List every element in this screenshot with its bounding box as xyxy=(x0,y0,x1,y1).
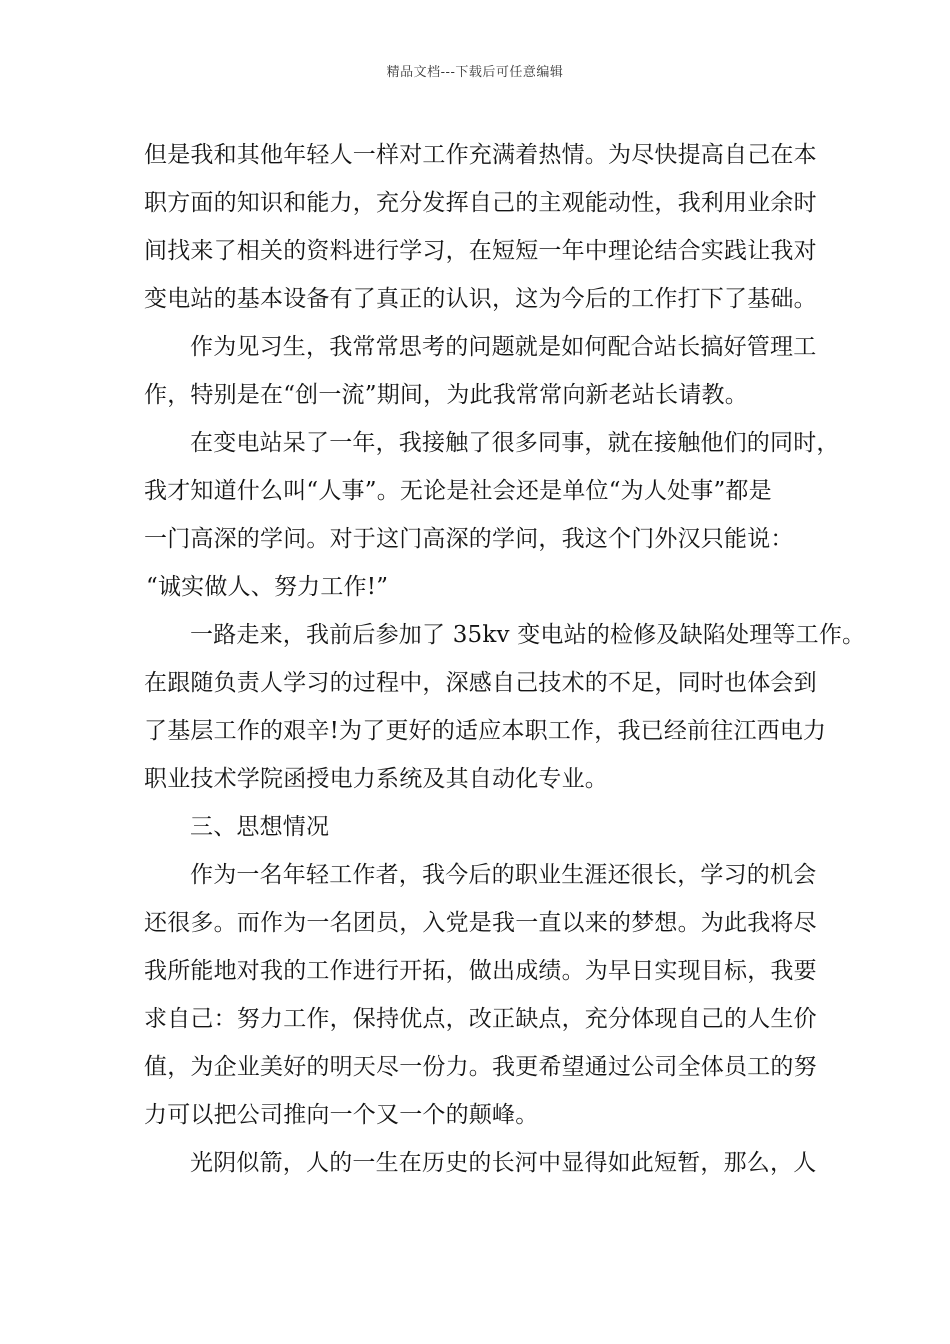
body-line: 还很多。而作为一名团员，入党是我一直以来的梦想。为此我将尽 xyxy=(144,910,817,936)
body-line: 我所能地对我的工作进行开拓，做出成绩。为早日实现目标，我要 xyxy=(144,958,817,984)
document-body xyxy=(144,131,866,1187)
body-line: 力可以把公司推向一个又一个的颠峰。 xyxy=(144,1102,539,1128)
body-line: 我才知道什么叫“人事”。无论是社会还是单位“为人处事”都是 xyxy=(144,478,772,504)
paragraph-first-line: 作为一名年轻工作者，我今后的职业生涯还很长，学习的机会 xyxy=(190,862,817,888)
section-heading: 三、思想情况 xyxy=(190,814,330,840)
page-header: 精品文档---下载后可任意编辑 xyxy=(386,65,564,80)
body-line: 在跟随负责人学习的过程中，深感自己技术的不足，同时也体会到 xyxy=(144,670,817,696)
body-line: 作，特别是在“创一流”期间，为此我常常向新老站长请教。 xyxy=(144,382,748,408)
paragraph-first-line: 作为见习生，我常常思考的问题就是如何配合站长搞好管理工 xyxy=(190,334,817,360)
quote-line: “诚实做人、努力工作!” xyxy=(146,574,389,600)
body-line: 求自己：努力工作，保持优点，改正缺点，充分体现自己的人生价 xyxy=(144,1006,817,1032)
paragraph-first-line: 光阴似箭，人的一生在历史的长河中显得如此短暂，那么，人 xyxy=(190,1150,817,1176)
body-line: 间找来了相关的资料进行学习，在短短一年中理论结合实践让我对 xyxy=(144,238,817,264)
body-line: 一门高深的学问。对于这门高深的学问，我这个门外汉只能说： xyxy=(144,526,794,552)
body-line: 了基层工作的艰辛!为了更好的适应本职工作，我已经前往江西电力 xyxy=(144,718,827,744)
paragraph-first-line: 在变电站呆了一年，我接触了很多同事，就在接触他们的同时， xyxy=(190,430,840,456)
body-line: 变电站的基本设备有了真正的认识，这为今后的工作打下了基础。 xyxy=(144,286,817,312)
body-line: 职业技术学院函授电力系统及其自动化专业。 xyxy=(144,766,608,792)
paragraph-first-line: 一路走来，我前后参加了 35kv 变电站的检修及缺陷处理等工作。 xyxy=(190,622,866,648)
body-line: 职方面的知识和能力，充分发挥自己的主观能动性，我利用业余时 xyxy=(144,190,817,216)
body-line: 值，为企业美好的明天尽一份力。我更希望通过公司全体员工的努 xyxy=(144,1054,817,1080)
body-line: 但是我和其他年轻人一样对工作充满着热情。为尽快提高自己在本 xyxy=(144,142,817,168)
